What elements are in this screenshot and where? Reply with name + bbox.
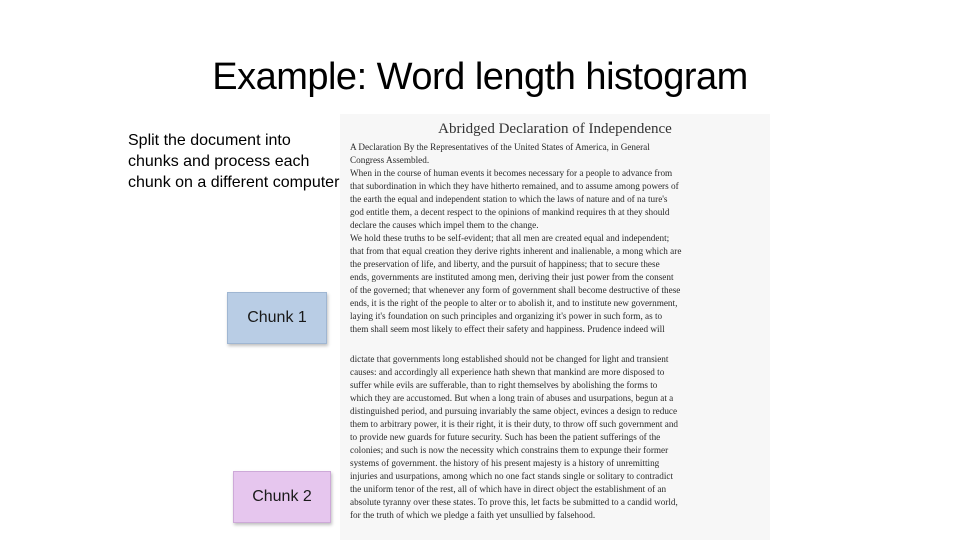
chunk-1-box bbox=[227, 292, 327, 344]
document-line: that from that equal creation they derive rights inherent and inalienable, a mong which are bbox=[350, 246, 682, 256]
document-line: for the truth of which we pledge a faith yet unsullied by falsehood. bbox=[350, 510, 596, 520]
document-line: the preservation of life, and liberty, and the pursuit of happiness; that to secure these bbox=[350, 259, 660, 269]
document-line: dictate that governments long established should not be changed for light and transient bbox=[350, 354, 669, 364]
document-line: colonies; and such is now the necessity which constrains them to expunge their former bbox=[350, 445, 669, 455]
document-line: which they are accustomed. But when a long train of abuses and usurpations, begun at a bbox=[350, 393, 674, 403]
instruction-text: Split the document into chunks and process each chunk on a different computer bbox=[128, 132, 340, 191]
document-line: ends, governments are instituted among men, deriving their just power from the consent bbox=[350, 272, 674, 282]
document-chunk-2-text bbox=[350, 353, 765, 522]
document-line: them to arbitrary power, it is their right, it is their duty, to throw off such government and bbox=[350, 419, 679, 429]
document-line: the earth the equal and independent station to which the laws of nature and of na ture's bbox=[350, 194, 668, 204]
document-line: A Declaration By the Representatives of the United States of America, in General bbox=[350, 142, 650, 152]
document-line: Congress Assembled. bbox=[350, 155, 430, 165]
slide-title: Example: Word length histogram bbox=[212, 56, 748, 98]
document-line: god entitle them, a decent respect to the opinions of mankind requires th at they should bbox=[350, 207, 670, 217]
document-line: to provide new guards for future security. Such has been the patient sufferings of the bbox=[350, 432, 661, 442]
document-line: We hold these truths to be self-evident; that all men are created equal and independent; bbox=[350, 233, 670, 243]
chunk-2-box bbox=[233, 471, 331, 523]
document-line: of the governed; that whenever any form of government shall become destructive of these bbox=[350, 285, 681, 295]
chunk-2-label: Chunk 2 bbox=[252, 488, 312, 505]
document-line: laying it's foundation on such principles and organizing it's power in such form, as to bbox=[350, 311, 663, 321]
document-line: them shall seem most likely to effect their safety and happiness. Prudence indeed will bbox=[350, 324, 665, 334]
document-line: that subordination in which they have hitherto remained, and to assume among powers of bbox=[350, 181, 679, 191]
document-line: absolute tyranny over these states. To prove this, let facts be submitted to a candid world, bbox=[350, 497, 678, 507]
document-line: declare the causes which impel them to the change. bbox=[350, 220, 539, 230]
document-line: ends, it is the right of the people to alter or to abolish it, and to institute new government, bbox=[350, 298, 678, 308]
document-line: systems of government. the history of his present majesty is a history of unremitting bbox=[350, 458, 660, 468]
document-line: injuries and usurpations, among which no one fact stands single or solitary to contradict bbox=[350, 471, 674, 481]
document-title: Abridged Declaration of Independence bbox=[438, 121, 672, 137]
document-chunk-1-text bbox=[350, 141, 765, 336]
document-line: distinguished period, and pursuing invariably the same object, evinces a design to reduce bbox=[350, 406, 678, 416]
document-line: suffer while evils are sufferable, than to right themselves by abolishing the forms to bbox=[350, 380, 658, 390]
document-line: the uniform tenor of the rest, all of which have in direct object the establishment of an bbox=[350, 484, 667, 494]
document-image bbox=[340, 114, 770, 540]
document-line: When in the course of human events it becomes necessary for a people to advance from bbox=[350, 168, 673, 178]
chunk-1-label: Chunk 1 bbox=[247, 309, 307, 326]
document-line: causes: and accordingly all experience hath shewn that mankind are more disposed to bbox=[350, 367, 665, 377]
